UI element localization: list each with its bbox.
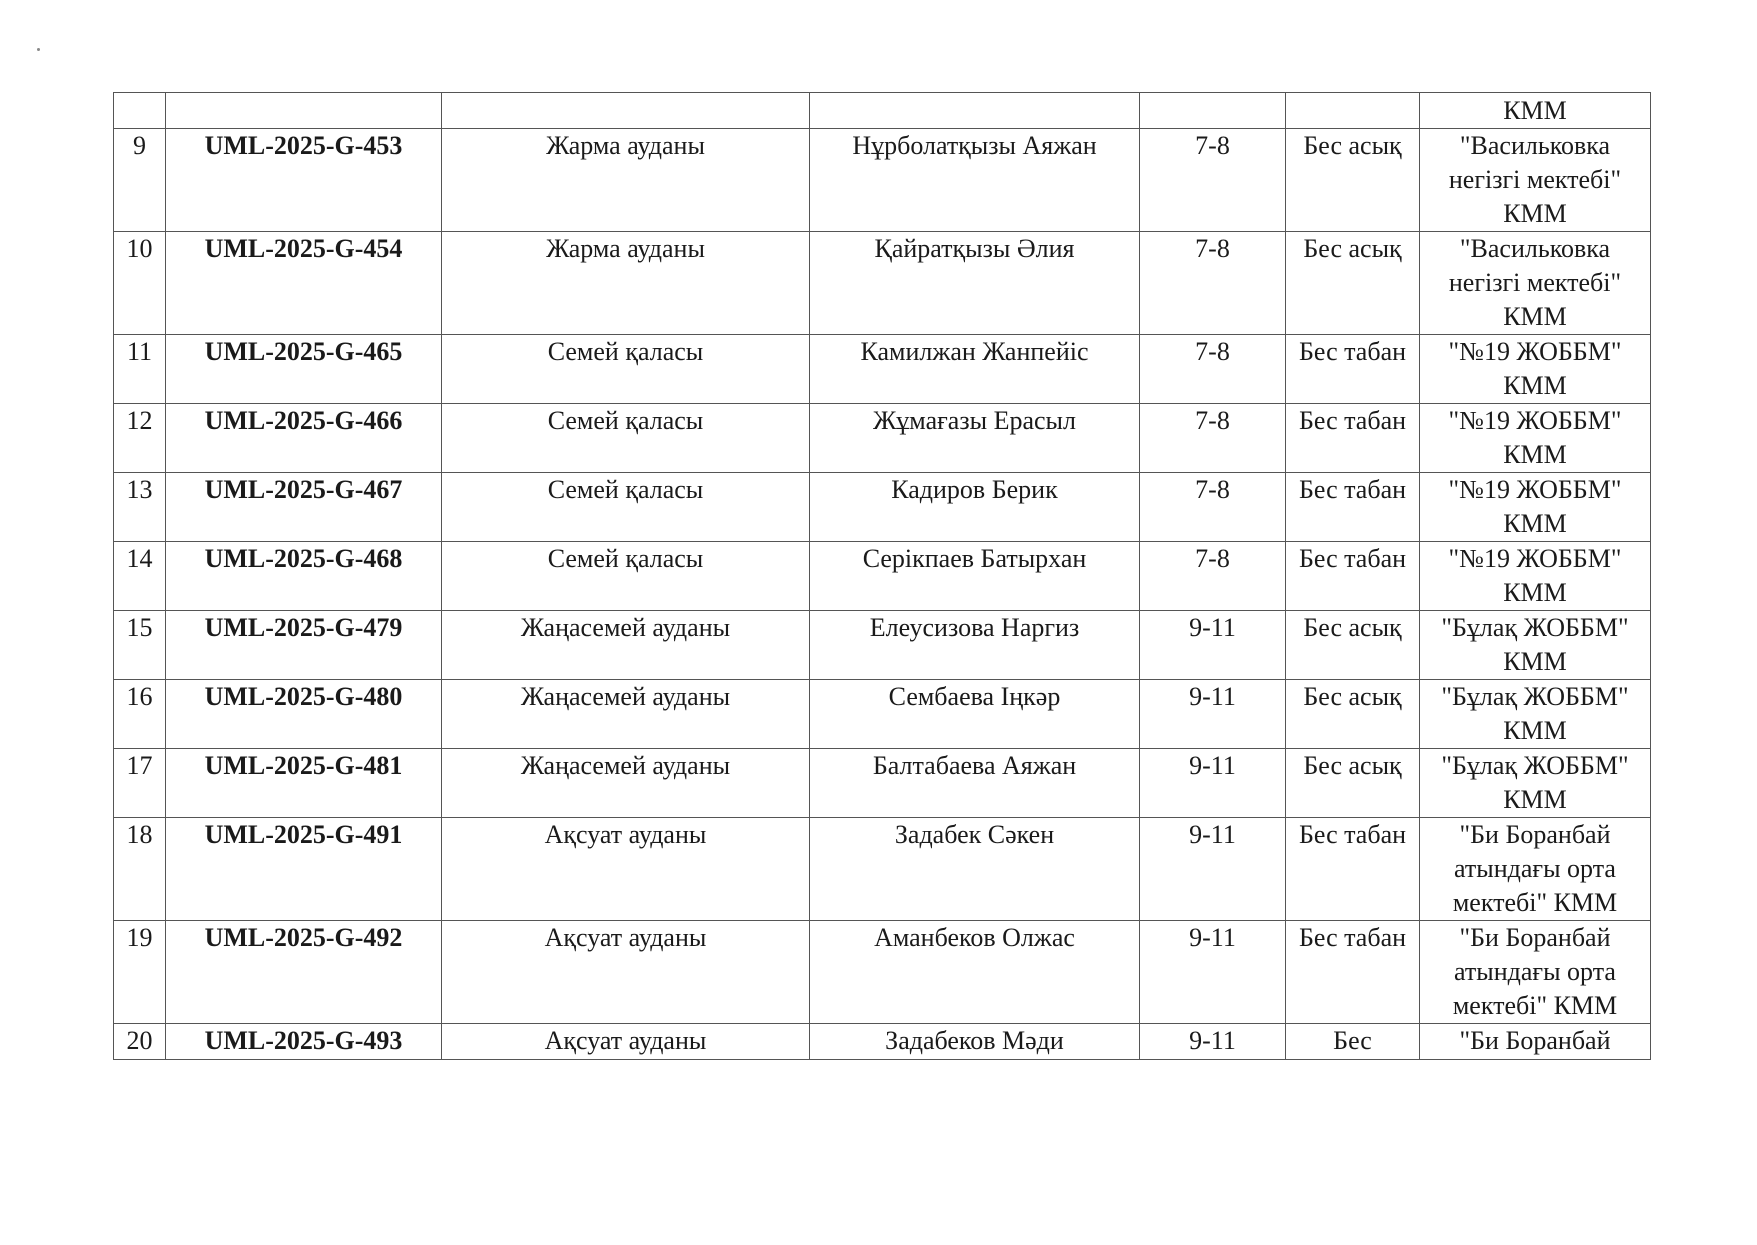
scan-speck (37, 48, 40, 51)
cell-num: 16 (114, 680, 166, 749)
cell-num: 12 (114, 404, 166, 473)
cell-code: UML-2025-G-465 (166, 335, 442, 404)
cell-code: UML-2025-G-480 (166, 680, 442, 749)
cell-game: Бес асық (1286, 232, 1420, 335)
cell-name: Кадиров Берик (810, 473, 1140, 542)
cell-name: Нұрболатқызы Аяжан (810, 129, 1140, 232)
cell-game: Бес табан (1286, 542, 1420, 611)
cell-name: Балтабаева Аяжан (810, 749, 1140, 818)
cell-num: 17 (114, 749, 166, 818)
cell-school: "Бұлақ ЖОББМ" КММ (1420, 749, 1651, 818)
cell-game: Бес асық (1286, 611, 1420, 680)
cell-school: "№19 ЖОББМ" КММ (1420, 542, 1651, 611)
cell-school: "Бұлақ ЖОББМ" КММ (1420, 611, 1651, 680)
cell-code: UML-2025-G-453 (166, 129, 442, 232)
cell-name: Жұмағазы Ерасыл (810, 404, 1140, 473)
table-body (114, 93, 1651, 1060)
cell-district: Жарма ауданы (442, 129, 810, 232)
table-row (114, 921, 1651, 1024)
cell-name: Аманбеков Олжас (810, 921, 1140, 1024)
cell-num: 13 (114, 473, 166, 542)
cell-game: Бес асық (1286, 129, 1420, 232)
cell-num: 15 (114, 611, 166, 680)
cell-grade: 9-11 (1140, 921, 1286, 1024)
cell-school: "Васильковка негізгі мектебі" КММ (1420, 232, 1651, 335)
table-row (114, 473, 1651, 542)
cell-num: 9 (114, 129, 166, 232)
table-row (114, 1024, 1651, 1060)
cell-code (166, 93, 442, 129)
table-row (114, 749, 1651, 818)
cell-code: UML-2025-G-466 (166, 404, 442, 473)
cell-district: Жаңасемей ауданы (442, 611, 810, 680)
cell-school: "Би Боранбай атындағы орта мектебі" КММ (1420, 921, 1651, 1024)
cell-grade: 9-11 (1140, 818, 1286, 921)
cell-school: "Би Боранбай (1420, 1024, 1651, 1060)
cell-school: "№19 ЖОББМ" КММ (1420, 473, 1651, 542)
cell-name: Камилжан Жанпейіс (810, 335, 1140, 404)
cell-name: Қайратқызы Әлия (810, 232, 1140, 335)
cell-code: UML-2025-G-481 (166, 749, 442, 818)
table-row (114, 335, 1651, 404)
cell-name: Задабеков Мәди (810, 1024, 1140, 1060)
cell-district: Семей қаласы (442, 542, 810, 611)
table-row (114, 129, 1651, 232)
cell-code: UML-2025-G-454 (166, 232, 442, 335)
cell-grade (1140, 93, 1286, 129)
cell-game: Бес (1286, 1024, 1420, 1060)
cell-school: КММ (1420, 93, 1651, 129)
cell-num (114, 93, 166, 129)
cell-game: Бес табан (1286, 921, 1420, 1024)
cell-district: Ақсуат ауданы (442, 818, 810, 921)
cell-game: Бес табан (1286, 818, 1420, 921)
cell-grade: 7-8 (1140, 335, 1286, 404)
cell-school: "Бұлақ ЖОББМ" КММ (1420, 680, 1651, 749)
cell-grade: 9-11 (1140, 749, 1286, 818)
cell-code: UML-2025-G-492 (166, 921, 442, 1024)
cell-num: 19 (114, 921, 166, 1024)
cell-name: Серікпаев Батырхан (810, 542, 1140, 611)
cell-num: 18 (114, 818, 166, 921)
cell-game: Бес асық (1286, 749, 1420, 818)
cell-school: "Би Боранбай атындағы орта мектебі" КММ (1420, 818, 1651, 921)
participants-table (113, 92, 1651, 1060)
cell-code: UML-2025-G-479 (166, 611, 442, 680)
cell-district: Жаңасемей ауданы (442, 680, 810, 749)
cell-grade: 9-11 (1140, 611, 1286, 680)
cell-grade: 7-8 (1140, 404, 1286, 473)
cell-grade: 7-8 (1140, 542, 1286, 611)
cell-game: Бес табан (1286, 335, 1420, 404)
cell-name: Сембаева Іңкәр (810, 680, 1140, 749)
cell-school: "№19 ЖОББМ" КММ (1420, 404, 1651, 473)
cell-name: Елеусизова Наргиз (810, 611, 1140, 680)
cell-num: 11 (114, 335, 166, 404)
cell-district: Семей қаласы (442, 404, 810, 473)
cell-grade: 9-11 (1140, 1024, 1286, 1060)
cell-num: 14 (114, 542, 166, 611)
table-row-continuation (114, 93, 1651, 129)
cell-code: UML-2025-G-467 (166, 473, 442, 542)
table-row (114, 404, 1651, 473)
cell-grade: 9-11 (1140, 680, 1286, 749)
cell-name: Задабек Сәкен (810, 818, 1140, 921)
table-row (114, 680, 1651, 749)
cell-game: Бес табан (1286, 473, 1420, 542)
cell-district: Жаңасемей ауданы (442, 749, 810, 818)
table-row (114, 232, 1651, 335)
cell-game: Бес асық (1286, 680, 1420, 749)
cell-num: 20 (114, 1024, 166, 1060)
cell-school: "Васильковка негізгі мектебі" КММ (1420, 129, 1651, 232)
table-row (114, 818, 1651, 921)
table-row (114, 611, 1651, 680)
table-row (114, 542, 1651, 611)
cell-district: Жарма ауданы (442, 232, 810, 335)
cell-num: 10 (114, 232, 166, 335)
cell-grade: 7-8 (1140, 232, 1286, 335)
cell-code: UML-2025-G-491 (166, 818, 442, 921)
cell-district: Семей қаласы (442, 473, 810, 542)
cell-grade: 7-8 (1140, 129, 1286, 232)
cell-school: "№19 ЖОББМ" КММ (1420, 335, 1651, 404)
cell-code: UML-2025-G-493 (166, 1024, 442, 1060)
cell-district: Ақсуат ауданы (442, 1024, 810, 1060)
cell-grade: 7-8 (1140, 473, 1286, 542)
cell-district: Ақсуат ауданы (442, 921, 810, 1024)
cell-district (442, 93, 810, 129)
cell-name (810, 93, 1140, 129)
cell-game: Бес табан (1286, 404, 1420, 473)
cell-game (1286, 93, 1420, 129)
cell-code: UML-2025-G-468 (166, 542, 442, 611)
cell-district: Семей қаласы (442, 335, 810, 404)
